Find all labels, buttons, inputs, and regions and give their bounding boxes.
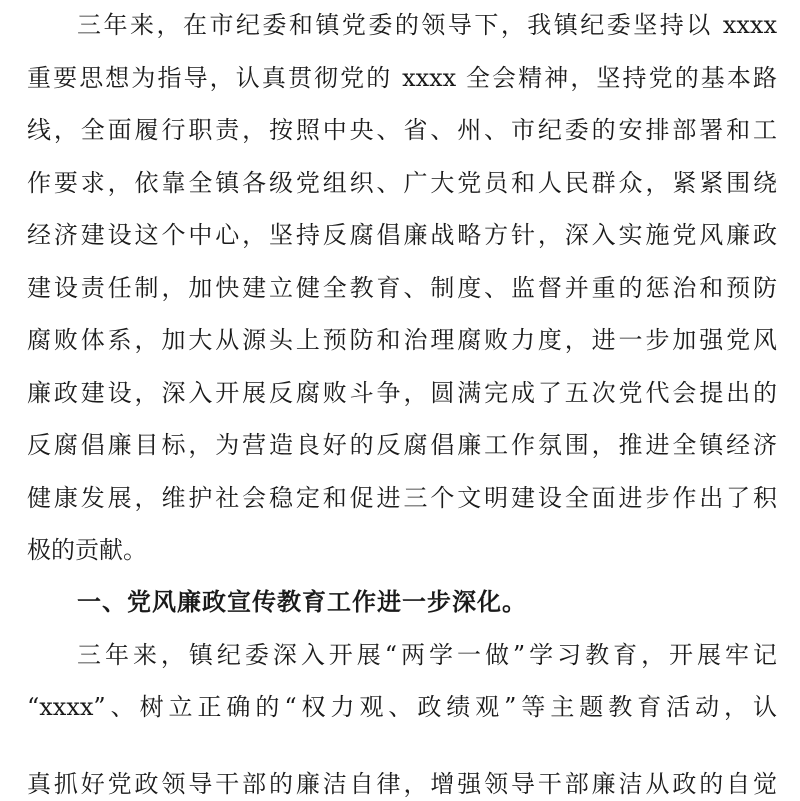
paragraph-2-line-3: 真抓好党政领导干部的廉洁自律，增强领导干部廉洁从政的自觉 bbox=[27, 770, 777, 798]
paragraph-1-line-5: 经济建设这个中心，坚持反腐倡廉战略方针，深入实施党风廉政 bbox=[27, 221, 777, 249]
paragraph-1-line-10: 健康发展，维护社会稳定和促进三个文明建设全面进步作出了积 bbox=[27, 484, 777, 512]
paragraph-1-line-1: 三年来，在市纪委和镇党委的领导下，我镇纪委坚持以 xxxx bbox=[77, 11, 777, 39]
paragraph-1-line-4: 作要求，依靠全镇各级党组织、广大党员和人民群众，紧紧围绕 bbox=[27, 169, 777, 197]
paragraph-2-line-2: “xxxx”、树立正确的“权力观、政绩观”等主题教育活动，认 bbox=[27, 693, 777, 721]
paragraph-1-line-2: 重要思想为指导，认真贯彻党的 xxxx 全会精神，坚持党的基本路 bbox=[27, 64, 777, 92]
paragraph-1-line-8: 廉政建设，深入开展反腐败斗争，圆满完成了五次党代会提出的 bbox=[27, 379, 777, 407]
section-1-heading: 一、党风廉政宣传教育工作进一步深化。 bbox=[77, 587, 527, 616]
paragraph-1-line-9: 反腐倡廉目标，为营造良好的反腐倡廉工作氛围，推进全镇经济 bbox=[27, 431, 777, 459]
paragraph-2-line-1: 三年来，镇纪委深入开展“两学一做”学习教育，开展牢记 bbox=[77, 641, 777, 669]
paragraph-1-line-11: 极的贡献。 bbox=[27, 536, 147, 564]
paragraph-1-line-6: 建设责任制，加快建立健全教育、制度、监督并重的惩治和预防 bbox=[27, 274, 777, 302]
paragraph-1-line-7: 腐败体系，加大从源头上预防和治理腐败力度，进一步加强党风 bbox=[27, 326, 777, 354]
paragraph-1-line-3: 线，全面履行职责，按照中央、省、州、市纪委的安排部署和工 bbox=[27, 116, 777, 144]
